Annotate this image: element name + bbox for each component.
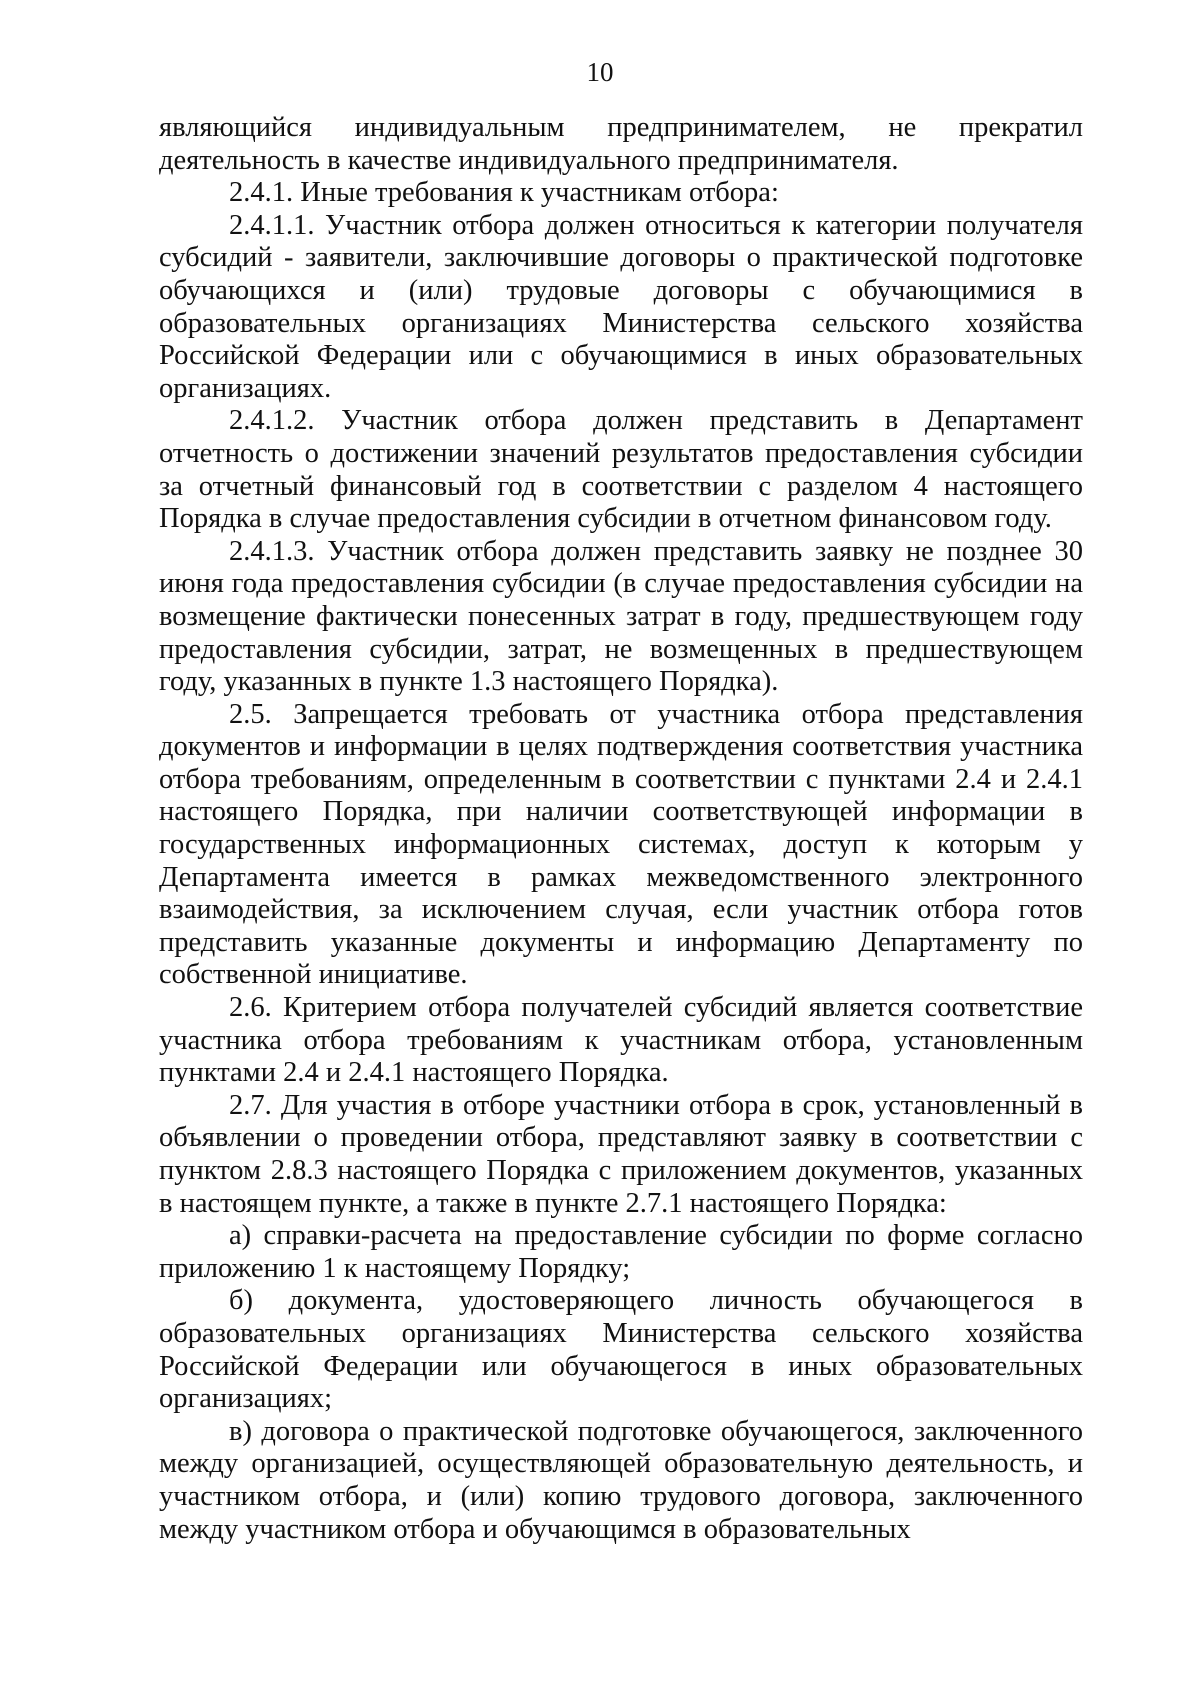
- paragraph-continuation: являющийся индивидуальным предпринимателем, не прекратил деятельность в качестве индивидуального предпринимателя.: [159, 112, 1083, 176]
- paragraph-2-6: 2.6. Критерием отбора получателей субсидий является соответствие участника отбора требованиям к участникам отбора, установленным пунктами 2.4 и 2.4.1 настоящего Порядка.: [159, 992, 1083, 1089]
- paragraph-2-7: 2.7. Для участия в отборе участники отбора в срок, установленный в объявлении о проведении отбора, представляют заявку в соответствии с пунктом 2.8.3 настоящего Порядка с приложением документов, указанных в настоящем пункте, а также в пункте 2.7.1 настоящего Порядка:: [159, 1089, 1083, 1219]
- document-body: [159, 112, 1083, 1546]
- list-item-a: а) справки-расчета на предоставление субсидии по форме согласно приложению 1 к настоящему Порядку;: [159, 1220, 1083, 1284]
- paragraph-2-5: 2.5. Запрещается требовать от участника отбора представления документов и информации в целях подтверждения соответствия участника отбора требованиям, определенным в соответствии с пунктами 2.4 и 2.4.1 настоящего Порядка, при наличии соответствующей информации в государственных информационных системах, доступ к которым у Департамента имеется в рамках межведомственного электронного взаимодействия, за исключением случая, если участник отбора готов представить указанные документы и информацию Департаменту по собственной инициативе.: [159, 698, 1083, 991]
- list-item-b: б) документа, удостоверяющего личность обучающегося в образовательных организациях Министерства сельского хозяйства Российской Федерации или обучающегося в иных образовательных организациях;: [159, 1285, 1083, 1415]
- list-item-v: в) договора о практической подготовке обучающегося, заключенного между организацией, осуществляющей образовательную деятельность, и участником отбора, и (или) копию трудового договора, заключенного между участником отбора и обучающимся в образовательных: [159, 1415, 1083, 1545]
- page-number: 10: [586, 57, 614, 87]
- paragraph-2-4-1-3: 2.4.1.3. Участник отбора должен представить заявку не позднее 30 июня года предоставления субсидии (в случае предоставления субсидии на возмещение фактически понесенных затрат в году, предшествующем году предоставления субсидии, затрат, не возмещенных в предшествующем году, указанных в пункте 1.3 настоящего Порядка).: [159, 535, 1083, 698]
- paragraph-2-4-1-1: 2.4.1.1. Участник отбора должен относиться к категории получателя субсидий - заявители, заключившие договоры о практической подготовке обучающихся и (или) трудовые договоры с обучающимися в образовательных организациях Министерства сельского хозяйства Российской Федерации или с обучающимися в иных образовательных организациях.: [159, 209, 1083, 404]
- paragraph-2-4-1: 2.4.1. Иные требования к участникам отбора:: [229, 177, 779, 209]
- paragraph-2-4-1-2: 2.4.1.2. Участник отбора должен представить в Департамент отчетность о достижении значений результатов предоставления субсидии за отчетный финансовый год в соответствии с разделом 4 настоящего Порядка в случае предоставления субсидии в отчетном финансовом году.: [159, 405, 1083, 535]
